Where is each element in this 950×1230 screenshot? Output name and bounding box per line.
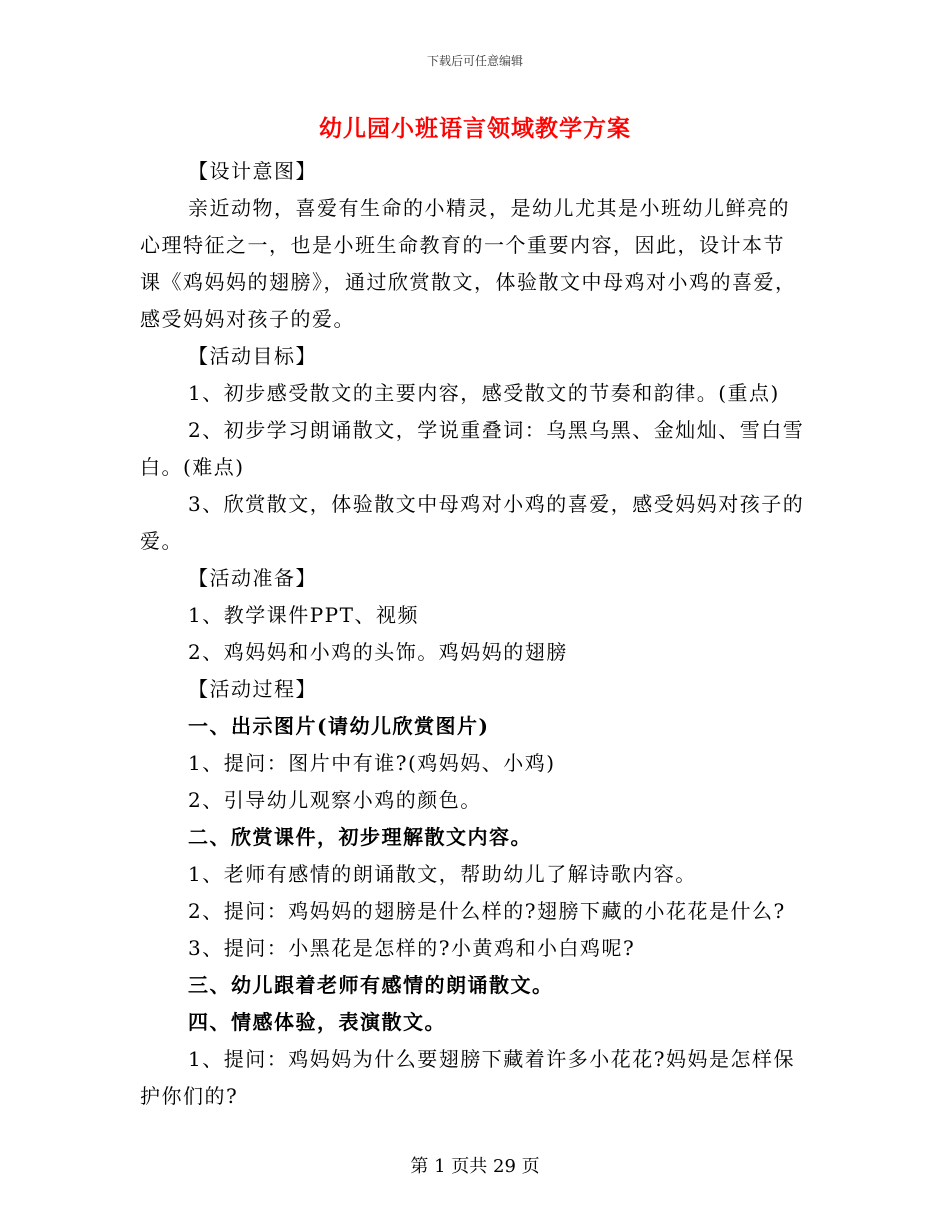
goal-item: 2、初步学习朗诵散文，学说重叠词：乌黑乌黑、金灿灿、雪白雪 [188, 418, 805, 442]
document-title: 幼儿园小班语言领域教学方案 [319, 115, 631, 142]
paragraph-line: 亲近动物，喜爱有生命的小精灵，是幼儿尤其是小班幼儿鲜亮的 [188, 196, 790, 220]
process-item: 3、提问：小黑花是怎样的?小黄鸡和小白鸡呢? [188, 936, 636, 960]
goal-item-continued: 爱。 [140, 529, 183, 553]
goal-item-continued: 白。(难点) [140, 455, 245, 479]
process-item: 2、引导幼儿观察小鸡的颜色。 [188, 788, 482, 812]
document-body [140, 153, 810, 1115]
paragraph-line: 感受妈妈对孩子的爱。 [140, 307, 355, 331]
process-step-heading: 三、幼儿跟着老师有感情的朗诵散文。 [188, 973, 554, 997]
section-heading-prep: 【活动准备】 [188, 566, 317, 590]
page-header: 下载后可任意编辑 [426, 54, 523, 68]
prep-item: 1、教学课件PPT、视频 [188, 603, 419, 627]
process-step-heading: 一、出示图片(请幼儿欣赏图片) [188, 714, 490, 738]
section-heading-goals: 【活动目标】 [188, 344, 317, 368]
paragraph-line: 课《鸡妈妈的翅膀》，通过欣赏散文，体验散文中母鸡对小鸡的喜爱， [140, 270, 797, 294]
goal-item: 1、初步感受散文的主要内容，感受散文的节奏和韵律。(重点) [188, 381, 780, 405]
page-footer: 第 1 页共 29 页 [410, 1156, 540, 1177]
process-item: 1、提问：鸡妈妈为什么要翅膀下藏着许多小花花?妈妈是怎样保 [188, 1047, 795, 1071]
process-step-heading: 二、欣赏课件，初步理解散文内容。 [188, 825, 532, 849]
prep-item: 2、鸡妈妈和小鸡的头饰。鸡妈妈的翅膀 [188, 640, 568, 664]
goal-item: 3、欣赏散文，体验散文中母鸡对小鸡的喜爱，感受妈妈对孩子的 [188, 492, 805, 516]
section-heading-design: 【设计意图】 [188, 159, 317, 183]
process-item: 1、老师有感情的朗诵散文，帮助幼儿了解诗歌内容。 [188, 862, 697, 886]
process-item: 2、提问：鸡妈妈的翅膀是什么样的?翅膀下藏的小花花是什么? [188, 899, 786, 923]
process-item: 1、提问：图片中有谁?(鸡妈妈、小鸡) [188, 751, 556, 775]
process-step-heading: 四、情感体验，表演散文。 [188, 1010, 446, 1034]
paragraph-line: 心理特征之一，也是小班生命教育的一个重要内容，因此，设计本节 [140, 233, 785, 257]
section-heading-process: 【活动过程】 [188, 677, 317, 701]
process-item-continued: 护你们的? [140, 1084, 239, 1108]
